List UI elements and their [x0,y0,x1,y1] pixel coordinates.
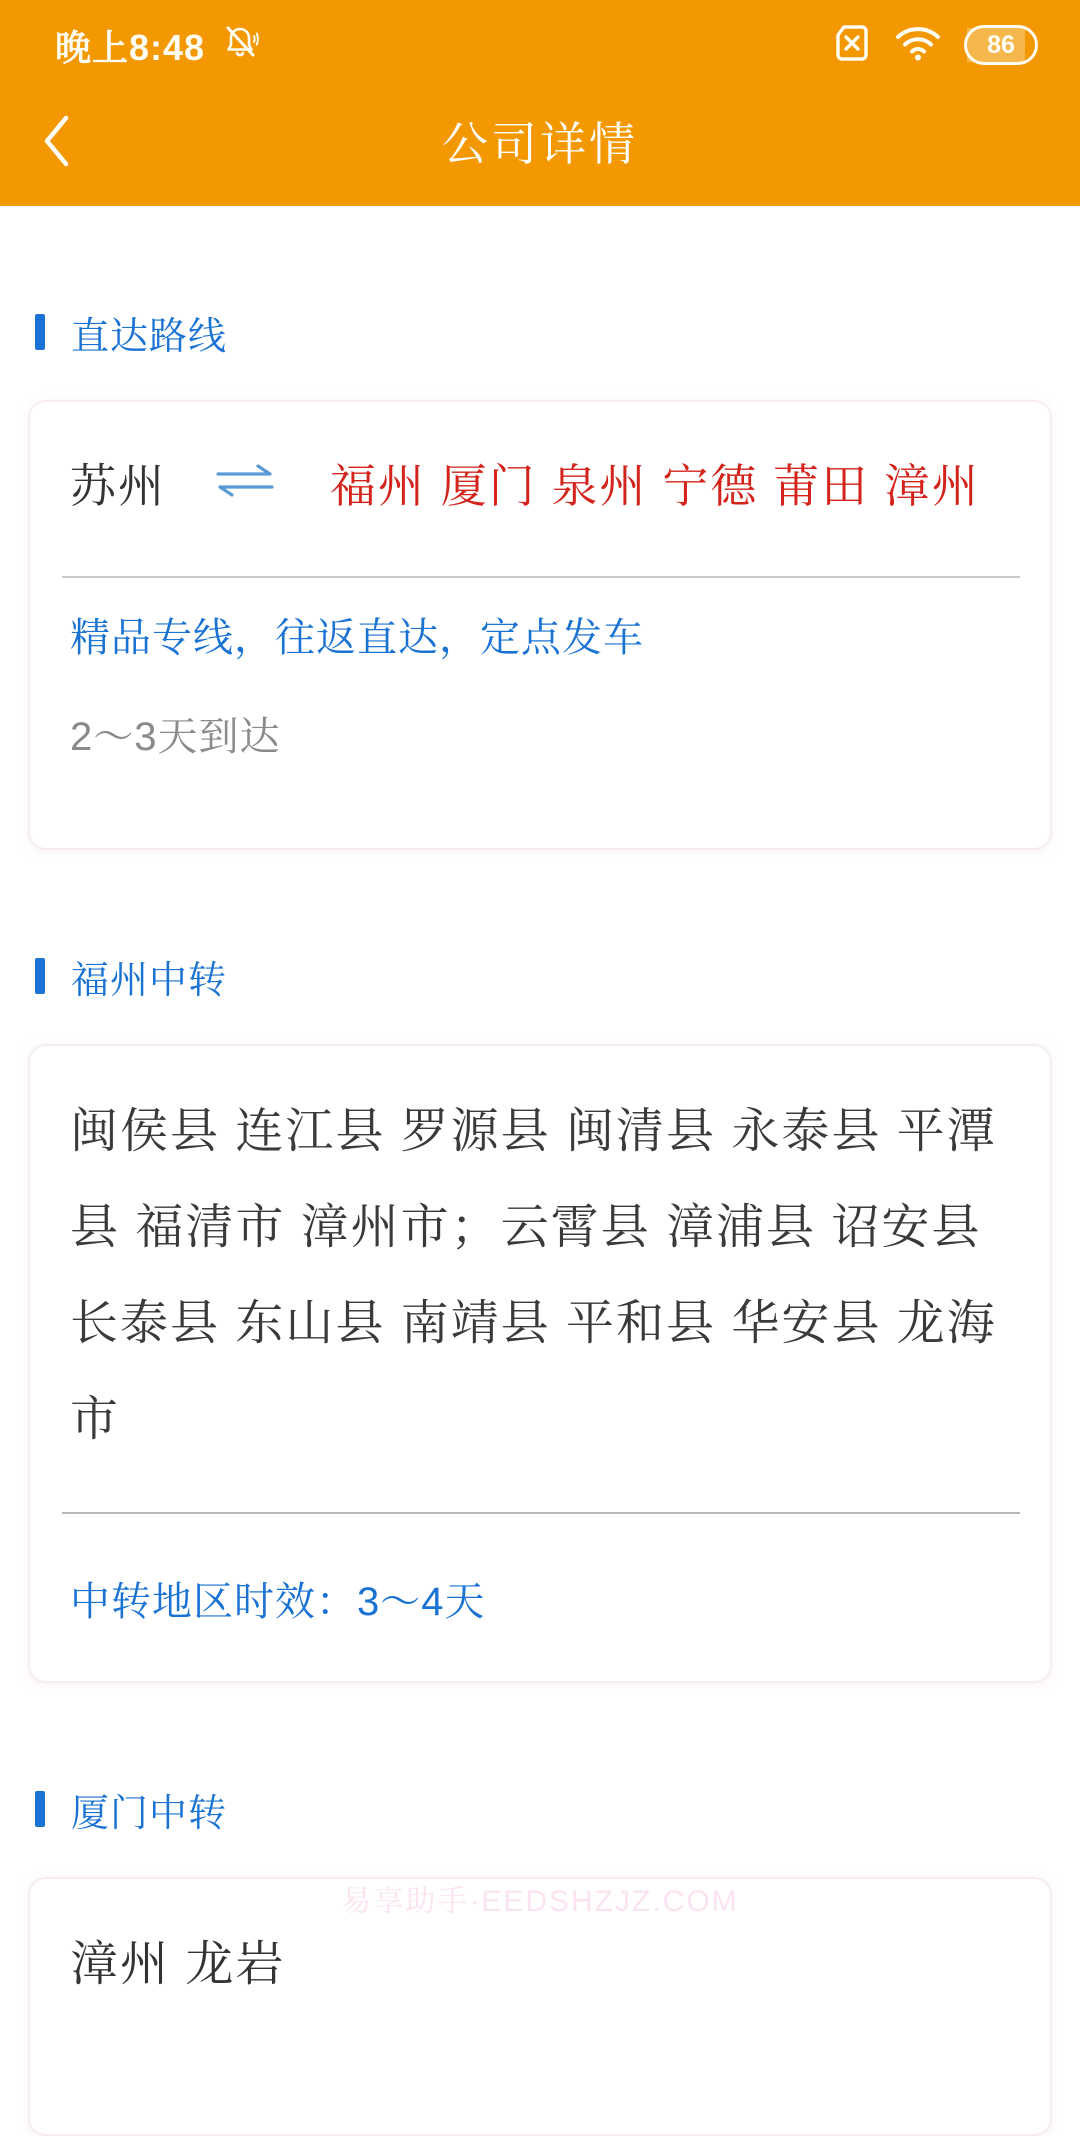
route-row [30,402,1050,516]
origin-city: 苏州 [70,460,166,512]
section-title: 直达路线 [71,315,228,358]
section-heading-direct [35,308,1080,356]
status-bar [0,0,1080,76]
status-right [832,21,1038,70]
section-heading-xiamen [35,1785,1080,1833]
two-way-arrow-icon [214,461,276,506]
route-eta: 2～3天到达 [70,715,281,759]
mute-bell-icon [221,24,259,67]
transfer-areas: 闽侯县 连江县 罗源县 闽清县 永泰县 平潭县 福清市 漳州市；云霄县 漳浦县 诏安县 长泰县 东山县 南靖县 平和县 华安县 龙海市 [70,1105,997,1446]
chevron-left-icon [41,114,71,168]
battery-percent: 86 [987,30,1015,59]
watermark: 易享助手·EEDSHZJZ.COM [341,1885,739,1918]
page-title: 公司详情 [442,118,638,170]
divider [62,576,1020,578]
app-top-area [0,0,1080,206]
section-heading-fuzhou [35,952,1080,1000]
battery-indicator [964,25,1038,65]
heading-bar-icon [35,958,45,994]
section-title: 福州中转 [71,959,228,1002]
heading-bar-icon [35,314,45,350]
transfer-eta: 中转地区时效：3～4天 [70,1580,486,1624]
transfer-areas: 漳州 龙岩 [70,1938,286,1991]
clock: 晚上8:48 [55,26,206,68]
fuzhou-transfer-card [28,1044,1052,1683]
status-left [55,20,259,71]
xiamen-transfer-card [28,1877,1052,2136]
heading-bar-icon [35,1791,45,1827]
nav-bar [0,76,1080,206]
direct-route-card [28,400,1052,850]
wifi-icon [894,23,942,68]
route-feature: 精品专线，往返直达，定点发车 [70,616,644,660]
destination-cities: 福州 厦门 泉州 宁德 莆田 漳州 [330,460,980,512]
sim-missing-icon [832,21,872,70]
back-button[interactable] [26,106,86,176]
section-title: 厦门中转 [71,1792,228,1835]
divider [62,1512,1020,1514]
page-content [0,308,1080,2136]
